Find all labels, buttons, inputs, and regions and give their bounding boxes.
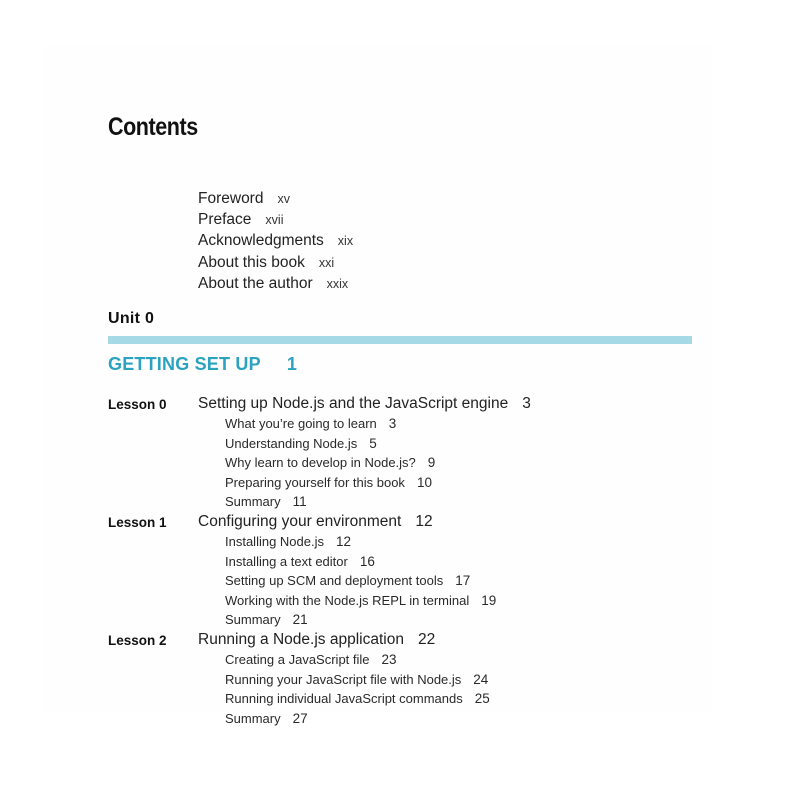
section-title	[225, 455, 435, 470]
lesson-row	[108, 513, 708, 533]
section-title	[225, 672, 488, 687]
front-matter-page: xvii	[265, 213, 284, 228]
section-row	[108, 690, 708, 710]
section-page: 24	[473, 671, 489, 687]
section-row	[108, 415, 708, 435]
section-row	[108, 454, 708, 474]
section-page: 11	[292, 494, 307, 510]
section-page: 5	[369, 435, 377, 451]
section-title	[225, 652, 397, 667]
section-title	[225, 691, 490, 706]
unit-title-text: GETTING SET UP	[108, 354, 261, 374]
section-title-text: Running your JavaScript file with Node.js	[225, 671, 462, 687]
section-page: 21	[292, 612, 308, 628]
section-title-text: Working with the Node.js REPL in terminal	[225, 592, 470, 608]
section-title-text: Running individual JavaScript commands	[225, 691, 463, 707]
front-matter-title: About this book	[198, 253, 305, 271]
front-matter-item	[198, 230, 353, 251]
section-page: 10	[416, 474, 432, 490]
front-matter-title: About the author	[198, 274, 313, 292]
section-title	[225, 593, 496, 608]
section-title-text: Installing Node.js	[225, 533, 324, 549]
section-title-text: Summary	[225, 710, 281, 726]
section-title	[225, 436, 377, 451]
section-title-text: Understanding Node.js	[225, 435, 358, 451]
front-matter-title: Preface	[198, 211, 252, 229]
section-title-text: What you’re going to learn	[225, 416, 377, 431]
lesson-title	[198, 395, 531, 413]
unit-page: 1	[286, 354, 298, 374]
section-row	[108, 493, 708, 513]
lesson-list	[108, 395, 708, 729]
section-page: 19	[481, 592, 497, 608]
section-title-text: Summary	[225, 494, 281, 510]
section-row	[108, 671, 708, 691]
section-row	[108, 474, 708, 494]
unit-title	[108, 354, 297, 375]
front-matter-item	[198, 188, 353, 209]
section-title-text: Creating a JavaScript file	[225, 651, 370, 667]
section-row	[108, 710, 708, 730]
section-row	[108, 435, 708, 455]
section-title	[225, 554, 375, 569]
lesson-label: Lesson 0	[108, 397, 167, 412]
lesson-page: 12	[415, 512, 433, 530]
front-matter-page: xv	[277, 192, 290, 206]
front-matter-item	[198, 209, 353, 230]
section-page: 23	[381, 651, 397, 667]
section-page: 3	[388, 416, 397, 431]
front-matter-title: Foreword	[198, 190, 264, 207]
section-page: 27	[292, 710, 308, 726]
section-title-text: Why learn to develop in Node.js?	[225, 455, 416, 471]
section-row	[108, 533, 708, 553]
section-title	[225, 494, 307, 509]
lesson-title-text: Running a Node.js application	[198, 630, 404, 648]
section-row	[108, 611, 708, 631]
front-matter-item	[198, 252, 353, 273]
lesson-row	[108, 395, 708, 415]
section-page: 12	[336, 533, 352, 549]
section-row	[108, 592, 708, 612]
section-title-text: Installing a text editor	[225, 553, 348, 569]
section-title-text: Setting up SCM and deployment tools	[225, 573, 444, 589]
lesson-page: 22	[417, 630, 436, 648]
lesson-row	[108, 631, 708, 651]
lesson-title	[198, 513, 433, 531]
lesson-label: Lesson 2	[108, 632, 167, 648]
lesson-page: 3	[522, 395, 531, 412]
front-matter-page: xix	[337, 234, 354, 249]
lesson-title-text: Setting up Node.js and the JavaScript engine	[198, 395, 509, 412]
unit-divider	[108, 336, 692, 344]
section-title	[225, 711, 308, 726]
front-matter-page: xxix	[326, 276, 349, 291]
section-title	[225, 475, 432, 490]
section-title	[225, 534, 351, 549]
page-title: Contents	[108, 113, 198, 141]
front-matter-list	[198, 188, 353, 294]
section-title	[225, 573, 470, 588]
section-page: 17	[455, 573, 471, 589]
section-title	[225, 416, 396, 431]
section-page: 16	[359, 553, 375, 569]
section-title-text: Preparing yourself for this book	[225, 474, 405, 490]
section-title	[225, 612, 308, 627]
section-title-text: Summary	[225, 612, 281, 628]
front-matter-page: xxi	[318, 255, 335, 270]
lesson-label: Lesson 1	[108, 514, 167, 530]
section-page: 25	[474, 691, 490, 707]
section-row	[108, 572, 708, 592]
section-row	[108, 651, 708, 671]
front-matter-title: Acknowledgments	[198, 232, 324, 250]
lesson-title	[198, 631, 435, 649]
front-matter-item	[198, 273, 353, 294]
lesson-title-text: Configuring your environment	[198, 512, 402, 530]
unit-label: Unit 0	[108, 310, 155, 327]
section-page: 9	[427, 455, 436, 471]
section-row	[108, 553, 708, 573]
